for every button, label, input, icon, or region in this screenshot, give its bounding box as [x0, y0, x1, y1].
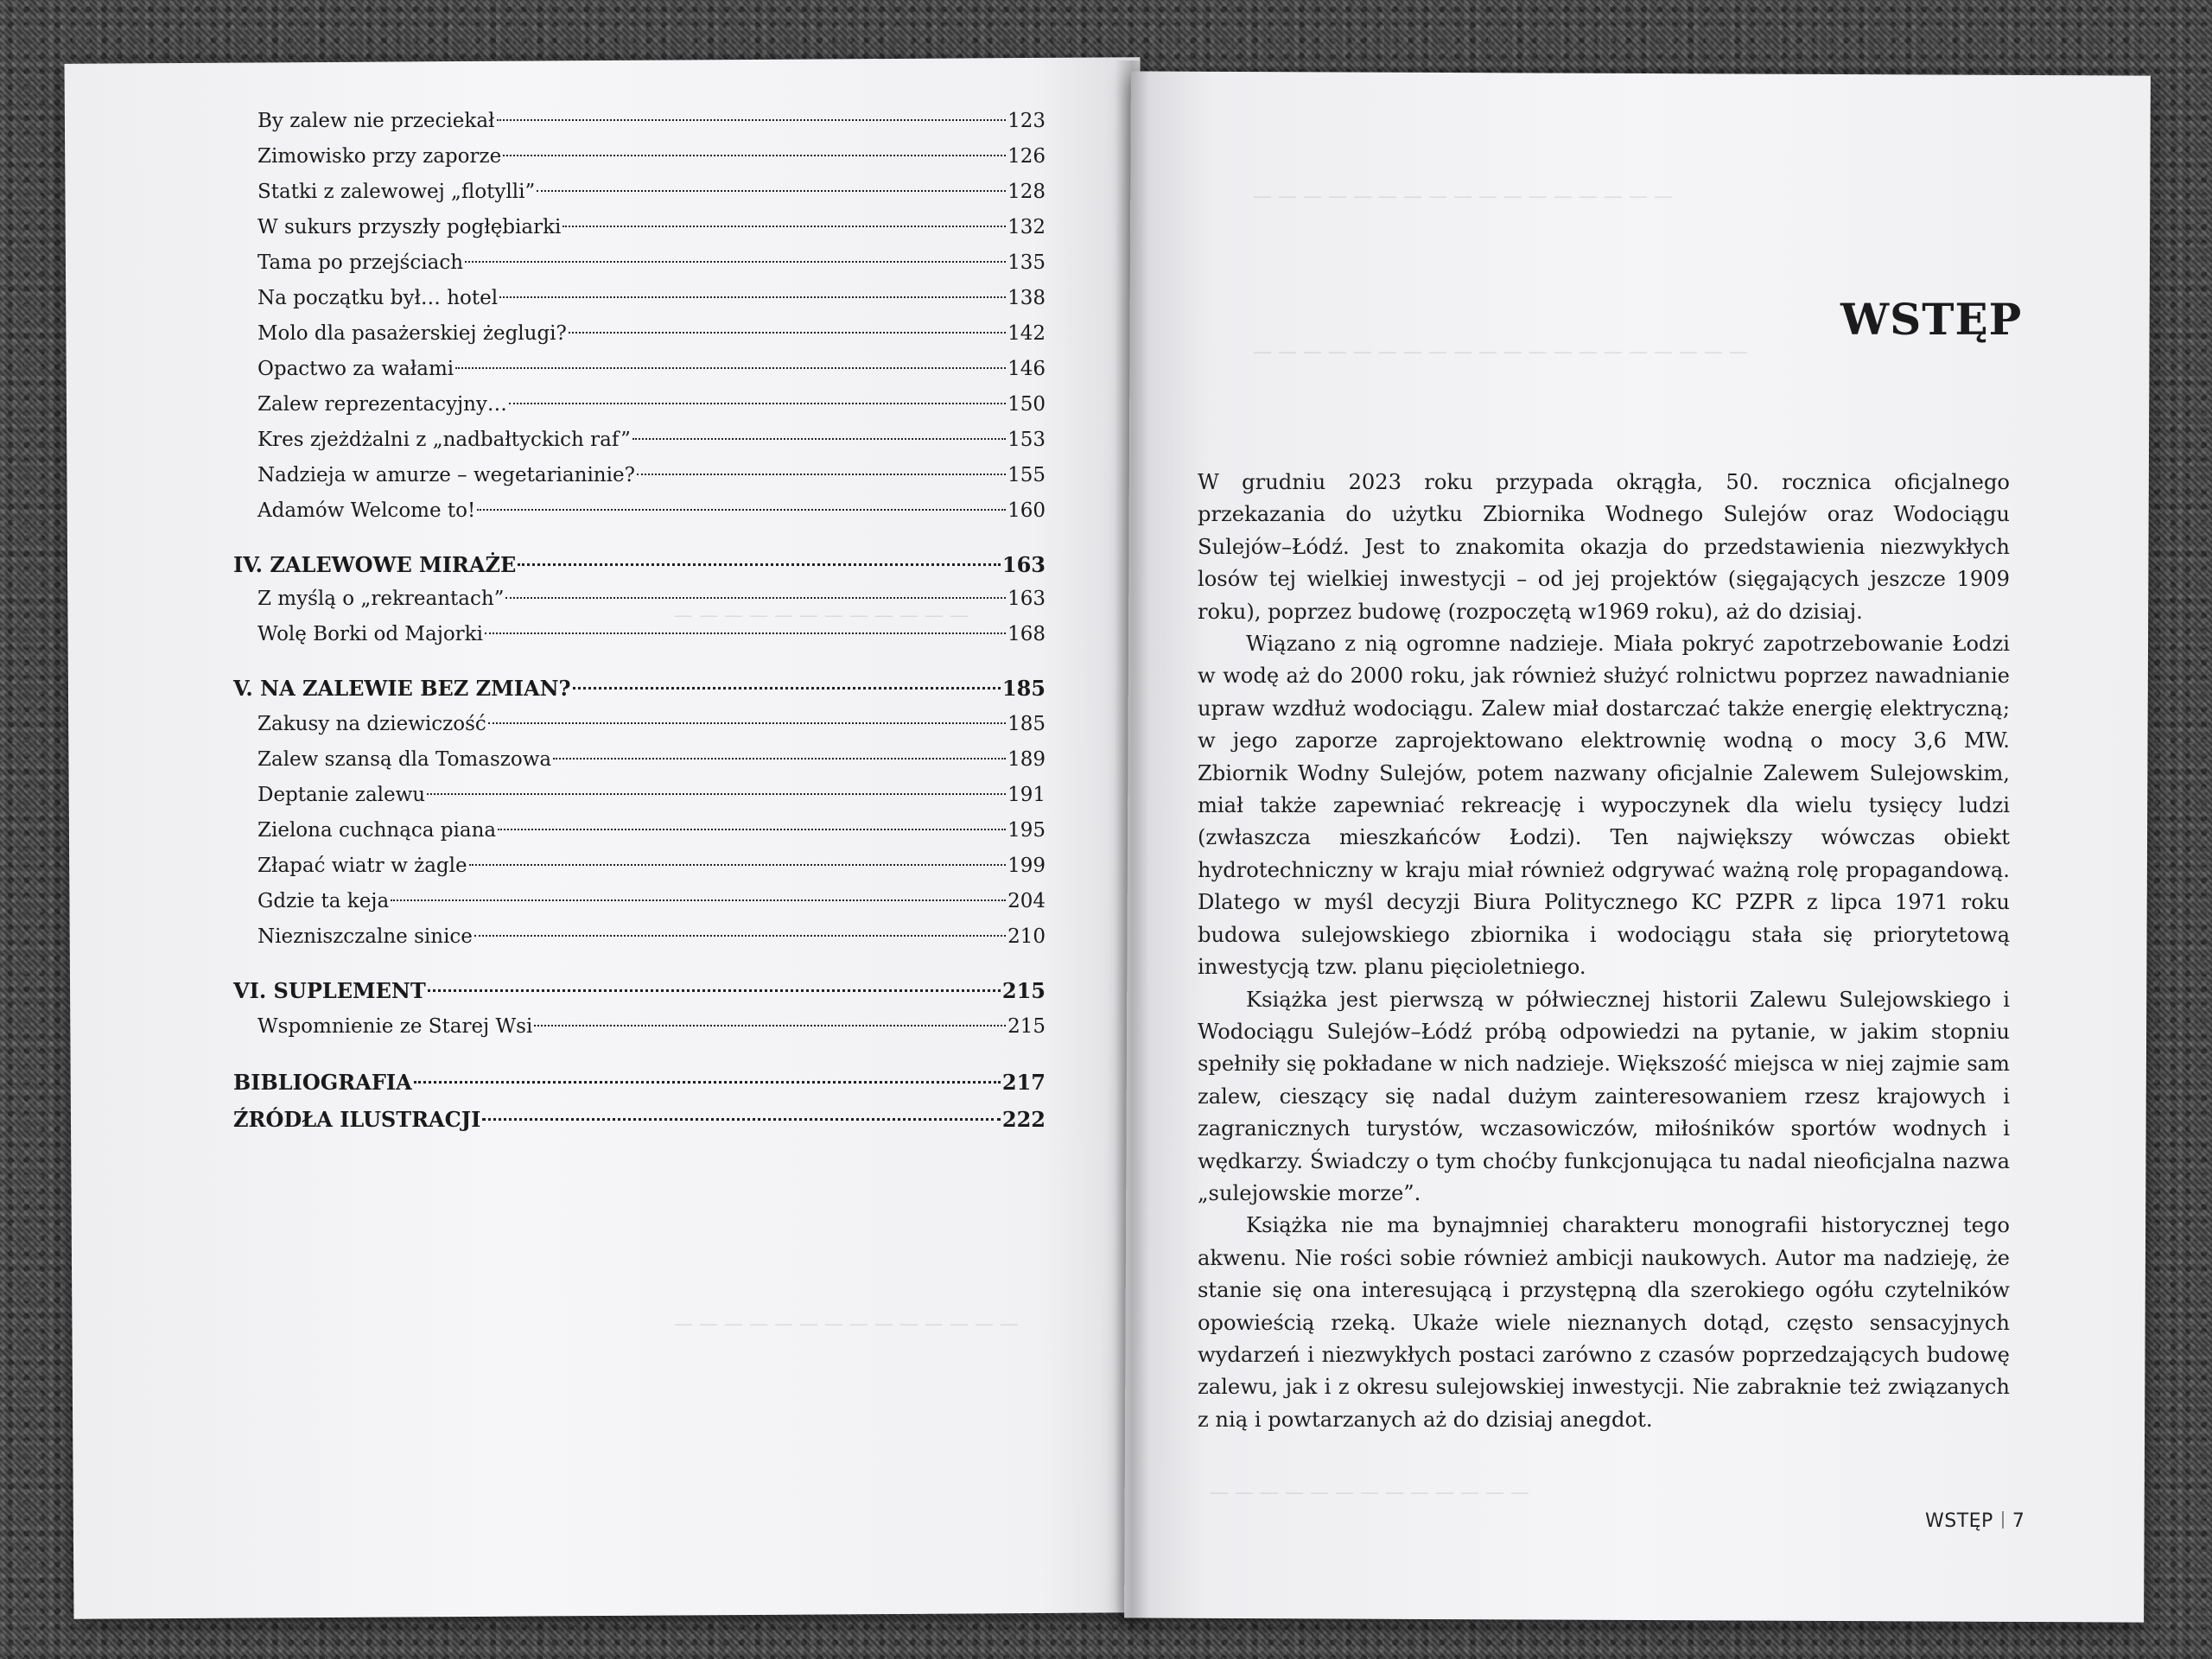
toc-entry-page: 204 [1007, 890, 1046, 912]
dot-leader [428, 989, 1001, 992]
dot-leader [499, 296, 1006, 298]
toc-section [233, 1105, 1046, 1135]
dot-leader [637, 474, 1006, 475]
toc-entry-title: Z myślą o „rekreantach” [257, 588, 505, 610]
toc-section [233, 674, 1046, 703]
dot-leader [414, 1081, 1001, 1084]
dot-leader [469, 864, 1006, 866]
toc-entry-page: 215 [1001, 978, 1046, 1003]
toc-entry-page: 163 [1007, 588, 1046, 610]
toc-entry-title: By zalew nie przeciekał [257, 110, 495, 132]
toc-section [233, 976, 1046, 1006]
toc-entry-page: 185 [1001, 676, 1046, 701]
toc-entry-page: 128 [1007, 181, 1046, 203]
toc-entry [257, 780, 1046, 810]
toc-entry-title: Tama po przejściach [257, 251, 464, 274]
toc-entry-page: 132 [1007, 216, 1046, 238]
toc-entry [257, 425, 1046, 454]
toc-entry-page: 155 [1007, 464, 1046, 486]
toc-entry-title: Na początku był… hotel [257, 287, 499, 309]
toc-entry [257, 461, 1046, 490]
toc-entry-title: W sukurs przyszły pogłębiarki [257, 216, 562, 238]
toc-entry [257, 922, 1046, 951]
dot-leader [632, 438, 1006, 440]
dot-leader [537, 190, 1006, 192]
toc-entry-page: 185 [1007, 713, 1046, 735]
toc-entry-title: Deptanie zalewu [257, 784, 426, 806]
toc-entry [257, 1012, 1046, 1041]
toc-entry-page: 126 [1007, 145, 1046, 168]
dot-leader [563, 226, 1006, 227]
toc-entry-page: 123 [1007, 110, 1046, 132]
toc-entry [257, 816, 1046, 845]
chapter-body [1198, 467, 2010, 1436]
toc-entry-title: Gdzie ta keja [257, 890, 390, 912]
toc-entry-title: BIBLIOGRAFIA [233, 1070, 412, 1095]
dot-leader [503, 155, 1006, 156]
dot-leader [518, 563, 1001, 566]
toc-entry [257, 248, 1046, 277]
toc-entry-page: 135 [1007, 251, 1046, 274]
footer-section-label: WSTĘP [1925, 1510, 1993, 1532]
toc-entry-page: 195 [1007, 819, 1046, 842]
dot-leader [505, 597, 1006, 599]
running-footer [1925, 1510, 2024, 1532]
dot-leader [391, 899, 1006, 901]
dot-leader [485, 632, 1006, 634]
toc-entry-page: 160 [1007, 499, 1046, 522]
toc-entry [257, 177, 1046, 207]
toc-entry-page: 217 [1001, 1070, 1046, 1095]
toc-entry-title: Opactwo za wałami [257, 358, 454, 380]
toc-entry-title: Molo dla pasażerskiej żeglugi? [257, 322, 567, 345]
toc-entry [257, 319, 1046, 348]
toc-entry-title: Złapać wiatr w żagle [257, 855, 467, 877]
toc-entry-title: IV. ZALEWOWE MIRAŻE [233, 552, 517, 577]
toc-section [233, 550, 1046, 580]
toc-entry-title: Wspomnienie ze Starej Wsi [257, 1015, 533, 1038]
body-paragraph: Książka nie ma bynajmniej charakteru monografii historycznej tego akwenu. Nie rości sobie również ambicji naukowych. Autor ma nadzieję, że stanie się ona interesującą i przystępną dla szerokiego ogółu czytelników opowieścią rzeką. Ukaże wiele nieznanych dotąd, często sensacyjnych wydarzeń i niezwykłych postaci zarówno z czasów poprzedzających budowę zalewu, jak i z okresu sulejowskiej inwestycji. Nie zabraknie też związanych z nią i powtarzanych aż do dzisiaj anegdot. [1198, 1213, 2010, 1432]
toc-entry-page: 163 [1001, 552, 1046, 577]
toc-entry-page: 222 [1001, 1107, 1046, 1132]
toc-entry [257, 142, 1046, 171]
footer-separator [2002, 1511, 2004, 1529]
dot-leader [482, 1118, 1001, 1121]
toc-entry [257, 620, 1046, 649]
toc-entry [257, 496, 1046, 525]
dot-leader [569, 332, 1006, 334]
toc-entry-title: Statki z zalewowej „flotylli” [257, 181, 536, 203]
body-paragraph: W grudniu 2023 roku przypada okrągła, 50. rocznica oficjalnego przekazania do użytku Zbiornika Wodnego Sulejów oraz Wodociągu Sulejów–Łódź. Jest to znakomita okazja do przedstawienia niezwykłych losów tej wielkiej inwestycji – od jej projektów (sięgających jeszcze 1909 roku), poprzez budowę (rozpoczętą w1969 roku), aż do dzisiaj. [1198, 470, 2010, 624]
toc-entry-title: Zielona cuchnąca piana [257, 819, 497, 842]
toc-entry-title: ŹRÓDŁA ILUSTRACJI [233, 1107, 481, 1132]
toc-entry [257, 851, 1046, 880]
dot-leader [488, 722, 1006, 724]
toc-entry-title: VI. SUPLEMENT [233, 978, 426, 1003]
toc-entry-title: Wolę Borki od Majorki [257, 623, 483, 645]
toc-entry-title: Zalew reprezentacyjny… [257, 393, 507, 416]
toc-entry-title: Adamów Welcome to! [257, 499, 476, 522]
toc-entry-title: Zalew szansą dla Tomaszowa [257, 748, 552, 771]
toc-entry [257, 106, 1046, 136]
toc-entry-page: 150 [1007, 393, 1046, 416]
dot-leader [497, 119, 1007, 121]
dot-leader [427, 793, 1006, 795]
toc-entry [257, 390, 1046, 419]
dot-leader [477, 509, 1006, 511]
toc-entry-page: 210 [1007, 925, 1046, 948]
book-gutter [1115, 60, 1149, 1624]
body-paragraph: Wiązano z nią ogromne nadzieje. Miała pokryć zapotrzebowanie Łodzi w wodę aż do 2000 roku, jak również służyć rolnictwu poprzez nawadnianie upraw wzdłuż wodociągu. Zalew miał dostarczać także energię elektryczną; w jego zaporze zaprojektowano elektrownię wodną o mocy 3,6 MW. Zbiornik Wodny Sulejów, potem nazwany oficjalnie Zalewem Sulejowskim, miał także zapewniać rekreację i wypoczynek dla wielu tysięcy ludzi (zwłaszcza mieszkańców Łodzi). Ten największy wówczas obiekt hydrotechniczny w kraju miał również odgrywać ważną rolę propagandową. Dlatego w myśl decyzji Biura Politycznego KC PZPR z lipca 1971 roku budowa sulejowskiego zbiornika i wodociągu stała się priorytetową inwestycją tzw. planu pięcioletniego. [1198, 632, 2010, 980]
toc-entry-title: Zimowisko przy zaporze [257, 145, 502, 168]
toc-entry-title: Nadzieja w amurze – wegetarianinie? [257, 464, 635, 486]
toc-entry [257, 213, 1046, 242]
dot-leader [573, 687, 1001, 690]
toc-entry [257, 887, 1046, 916]
chapter-title: WSTĘP [1840, 294, 2023, 345]
toc-entry [257, 745, 1046, 774]
dot-leader [509, 403, 1006, 404]
toc-entry-page: 215 [1007, 1015, 1046, 1038]
toc-entry-page: 199 [1007, 855, 1046, 877]
toc-entry-title: Kres zjeżdżalni z „nadbałtyckich raf” [257, 429, 631, 451]
toc-entry-page: 138 [1007, 287, 1046, 309]
dot-leader [455, 367, 1006, 369]
body-paragraph: Książka jest pierwszą w półwiecznej historii Zalewu Sulejowskiego i Wodociągu Sulejów–Łódź próbą odpowiedzi na pytanie, w jakim stopniu spełniły się pokładane w nich nadzieje. Większość miejsca w niej zajmie sam zalew, cieszący się nadal dużym zainteresowaniem rzesz krajowych i zagranicznych turystów, wczasowiczów, miłośników sportów wodnych i wędkarzy. Świadczy o tym choćby funkcjonująca tu nadal nieoficjalna nazwa „sulejowskie morze”. [1198, 987, 2010, 1205]
toc-entry-page: 191 [1007, 784, 1046, 806]
toc-entry-page: 142 [1007, 322, 1046, 345]
toc-entry [257, 709, 1046, 739]
toc-entry-page: 189 [1007, 748, 1046, 771]
toc-entry-page: 153 [1007, 429, 1046, 451]
toc-entry-page: 168 [1007, 623, 1046, 645]
page-number: 7 [2012, 1510, 2025, 1532]
toc-entry-title: Niezniszczalne sinice [257, 925, 473, 948]
toc-section [233, 1068, 1046, 1097]
toc-entry [257, 283, 1046, 313]
toc-entry [257, 584, 1046, 613]
toc-entry-page: 146 [1007, 358, 1046, 380]
toc-entry-title: Zakusy na dziewiczość [257, 713, 486, 735]
dot-leader [498, 829, 1006, 830]
toc-entry [257, 354, 1046, 384]
toc-entry-title: V. NA ZALEWIE BEZ ZMIAN? [233, 676, 571, 701]
dot-leader [553, 758, 1006, 760]
dot-leader [534, 1025, 1006, 1027]
dot-leader [474, 935, 1006, 937]
dot-leader [465, 261, 1006, 263]
